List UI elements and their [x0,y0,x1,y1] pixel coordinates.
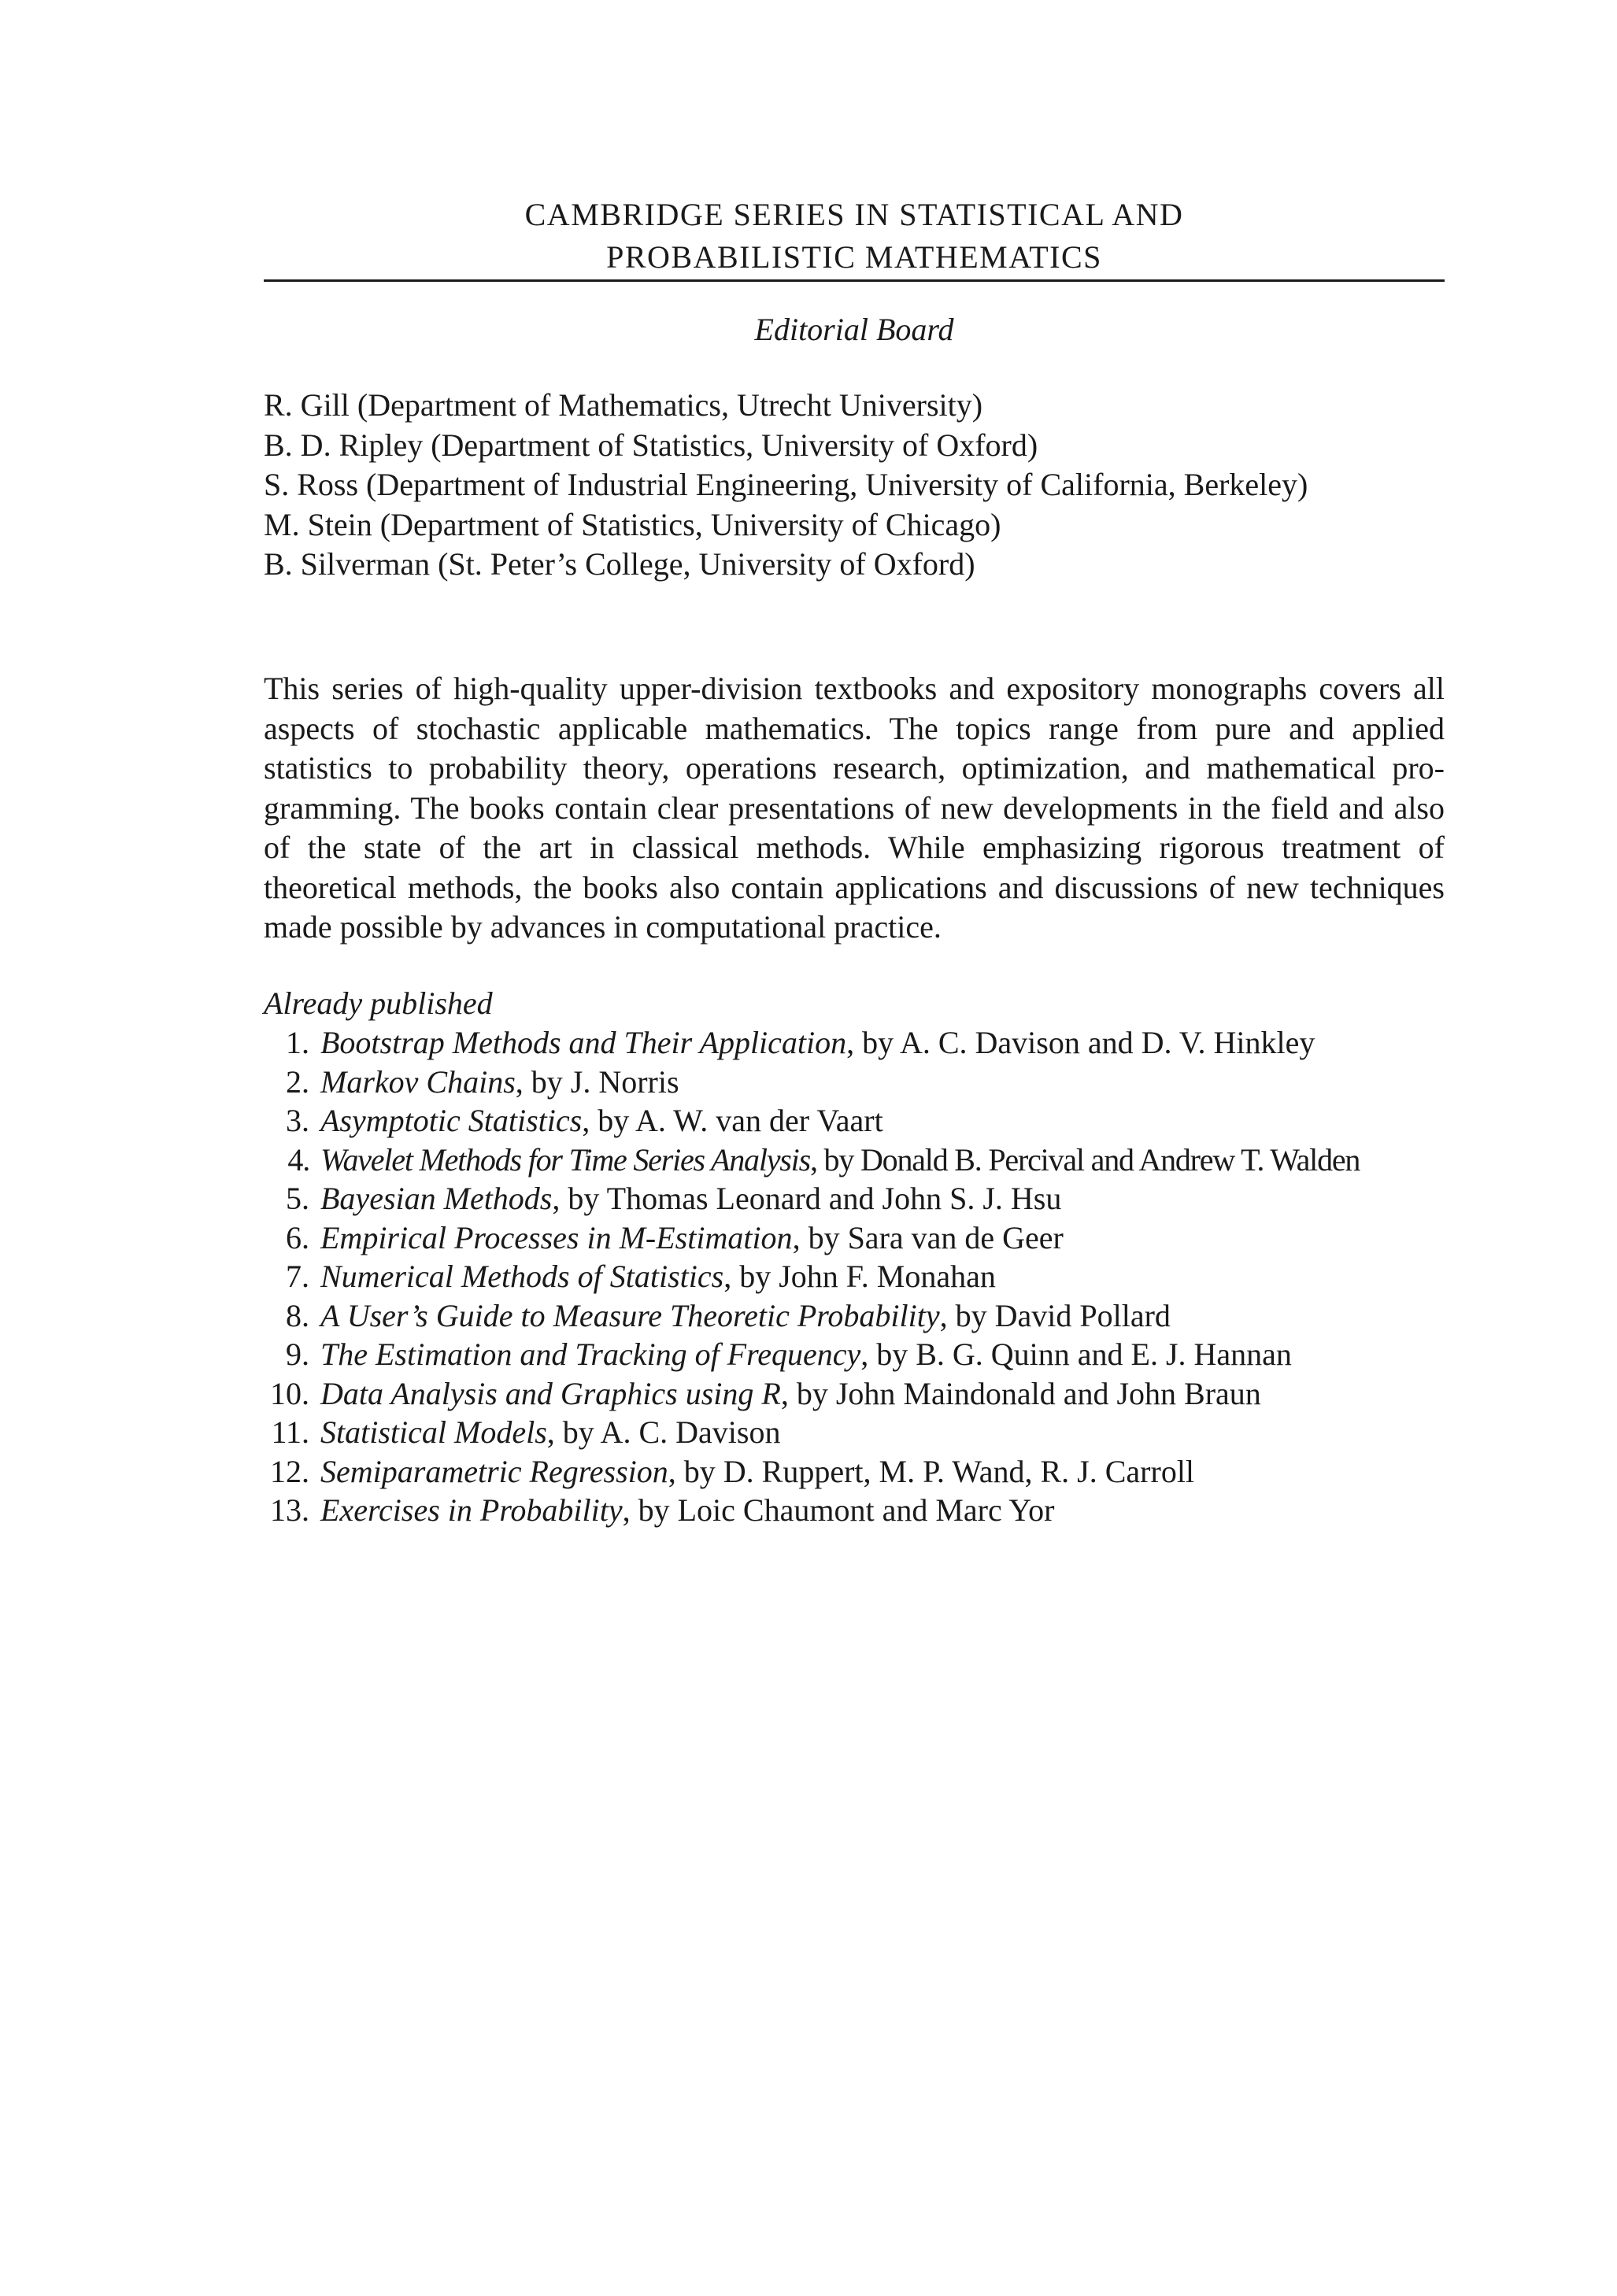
book-authors: , by Sara van de Geer [792,1219,1064,1255]
board-member: B. Silverman (St. Peter’s College, University of Oxford) [264,546,975,582]
book-authors: , by Donald B. Percival and Andrew T. Walden [809,1141,1360,1178]
book-authors: , by A. W. van der Vaart [582,1103,883,1138]
book-item [264,1179,1460,1218]
book-authors: , by Loic Chaumont and Marc Yor [622,1492,1055,1528]
book-item [264,1257,1460,1296]
book-title: Asymptotic Statistics [320,1103,583,1138]
book-authors: , by A. C. Davison [546,1414,781,1450]
book-title: The Estimation and Tracking of Frequency [320,1337,861,1372]
book-item [264,1374,1460,1414]
book-title: A User’s Guide to Measure Theoretic Probability [320,1297,940,1333]
book-number: 2. [286,1063,309,1100]
book-title: Exercises in Probability [320,1492,623,1528]
book-title: Statistical Models [320,1414,547,1450]
book-title: Empirical Processes in M-Estimation [320,1219,793,1255]
book-authors: , by David Pollard [939,1297,1171,1333]
book-number: 4. [287,1141,309,1178]
book-authors: , by John Maindonald and John Braun [780,1375,1261,1411]
series-title-line-1: CAMBRIDGE SERIES IN STATISTICAL AND [524,197,1184,232]
board-member: S. Ross (Department of Industrial Engineering, University of California, Berkeley) [264,467,1308,502]
book-title: Data Analysis and Graphics using R [320,1375,781,1411]
book-authors: , by D. Ruppert, M. P. Wand, R. J. Carroll [668,1453,1195,1489]
book-title: Semiparametric Regression [320,1453,668,1489]
book-item [264,1491,1460,1530]
book-number: 10. [270,1375,309,1411]
book-number: 8. [286,1297,309,1333]
series-description: This series of high-quality upper-division textbooks and expository monographs covers all aspects of stochastic applicable mathematics. The topics range from pure and applied statistics to probability theory, operations research, optimization, and mathematical programming. The books contain clear presentations of new developments in the field and also of the state of the art in classical methods. While emphasizing rigorous treatment of theoretical methods, the books also contain applications and discussions of new techniques made possible by advances in computational practice. [264,671,1445,945]
book-item [264,1218,1460,1258]
book-item [264,1141,1460,1180]
book-number: 11. [271,1414,309,1450]
book-authors: , by Thomas Leonard and John S. J. Hsu [552,1181,1062,1216]
book-authors: , by A. C. Davison and D. V. Hinkley [846,1025,1315,1060]
book-number: 1. [286,1025,309,1060]
book-item [264,1023,1460,1063]
book-item [264,1063,1460,1102]
book-number: 12. [270,1453,309,1489]
book-item [264,1413,1460,1452]
book-item [264,1101,1460,1141]
editorial-board-heading: Editorial Board [754,312,954,347]
book-title: Bootstrap Methods and Their Application [320,1025,847,1060]
series-title-line-2: PROBABILISTIC MATHEMATICS [606,239,1102,275]
book-number: 7. [286,1259,309,1294]
title-divider [264,279,1445,282]
book-item [264,1296,1460,1336]
book-number: 6. [286,1219,309,1255]
board-member: R. Gill (Department of Mathematics, Utrecht University) [264,387,983,423]
board-member: B. D. Ripley (Department of Statistics, University of Oxford) [264,427,1038,463]
book-title: Wavelet Methods for Time Series Analysis [320,1141,810,1178]
book-authors: , by J. Norris [515,1063,679,1100]
book-item [264,1335,1460,1374]
book-authors: , by B. G. Quinn and E. J. Hannan [860,1337,1292,1372]
book-item [264,1452,1460,1492]
published-books-list [264,1023,1460,1530]
book-authors: , by John F. Monahan [723,1259,996,1294]
already-published-heading: Already published [264,985,493,1021]
series-title [264,194,1445,279]
book-number: 13. [270,1492,309,1528]
book-number: 3. [286,1103,309,1138]
board-member: M. Stein (Department of Statistics, University of Chicago) [264,506,1001,542]
book-title: Bayesian Methods [320,1181,553,1216]
book-number: 9. [286,1337,309,1372]
book-title: Markov Chains [320,1063,516,1100]
book-number: 5. [286,1181,309,1216]
book-title: Numerical Methods of Statistics [320,1259,724,1294]
editorial-board-list [264,386,1460,585]
